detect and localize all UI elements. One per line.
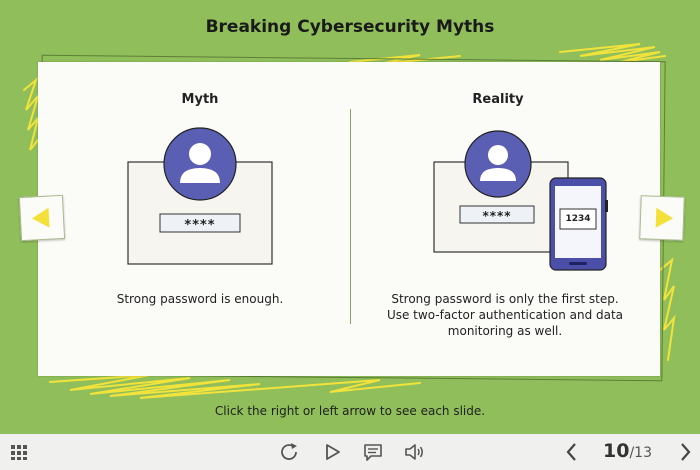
player-toolbar [0, 434, 700, 470]
instruction-hint: Click the right or left arrow to see each slide. [214, 404, 486, 418]
replay-icon[interactable] [278, 440, 302, 464]
reality-illustration [432, 126, 612, 276]
volume-icon[interactable] [402, 440, 426, 464]
prev-slide-button[interactable] [19, 195, 65, 241]
myth-caption: Strong password is enough. [116, 292, 284, 306]
play-icon[interactable] [320, 440, 344, 464]
next-slide-button[interactable] [639, 195, 685, 241]
column-divider [350, 109, 351, 324]
myth-password-field: **** [184, 218, 216, 233]
next-page-icon[interactable] [673, 440, 697, 464]
reality-caption: Strong password is only the first step. Use two-factor authentication and data monitoring as well. [386, 292, 624, 338]
prev-page-icon[interactable] [560, 440, 584, 464]
slide-card [38, 62, 660, 376]
slide-title: Breaking Cybersecurity Myths [205, 17, 495, 37]
grid-menu-icon[interactable] [8, 440, 32, 464]
triangle-left-icon [20, 196, 64, 240]
phone-code: 1234 [565, 214, 591, 224]
myth-heading: Myth [181, 92, 219, 107]
page-counter [603, 440, 652, 462]
reality-password-field: **** [482, 209, 512, 223]
current-page: 10 [603, 440, 630, 462]
myth-illustration [126, 126, 276, 266]
triangle-right-icon [640, 196, 683, 239]
reality-heading: Reality [472, 92, 524, 107]
total-pages: /13 [629, 445, 652, 461]
notes-icon[interactable] [361, 440, 385, 464]
